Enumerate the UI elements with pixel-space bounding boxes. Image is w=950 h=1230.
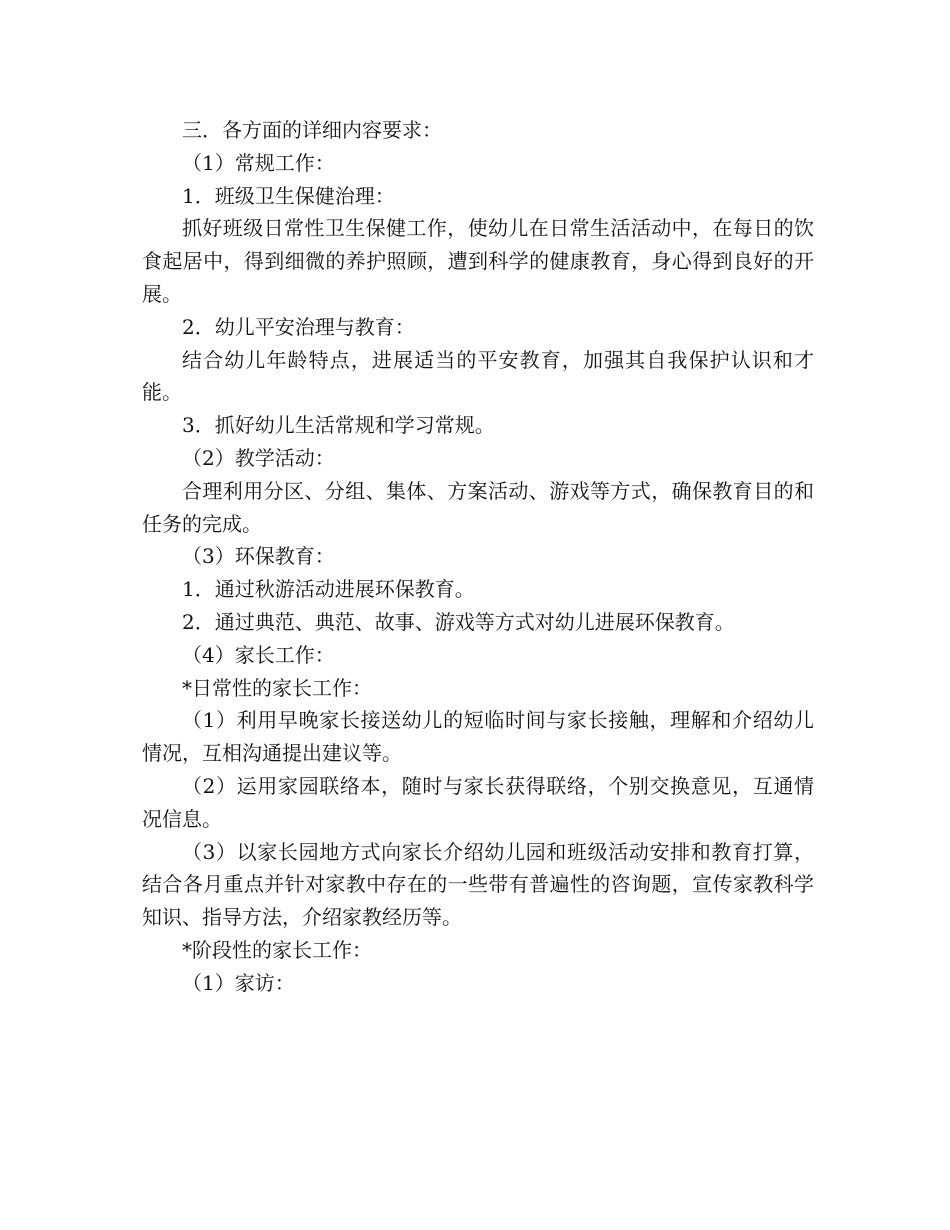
subsection-heading: （2）教学活动：: [182, 445, 335, 470]
body-paragraph: （3）以家长园地方式向家长介绍幼儿园和班级活动安排和教育打算，结合各月重点并针对家教中存在的一些带有普遍性的咨询题，宣传家教科学知识、指导方法，介绍家教经历等。: [142, 839, 814, 930]
body-paragraph: 结合幼儿年龄特点，进展适当的平安教育，加强其自我保护认识和才能。: [142, 347, 814, 405]
bullet-heading: *阶段性的家长工作：: [182, 937, 372, 962]
subsection-heading: （4）家长工作：: [182, 642, 335, 667]
subsection-heading: （3）环保教育：: [182, 544, 335, 569]
list-item: （1）家访：: [182, 970, 295, 995]
document-page: [142, 114, 814, 1000]
bullet-heading: *日常性的家长工作：: [182, 675, 372, 700]
body-paragraph: （2）运用家园联络本，随时与家长获得联络，个别交换意见，互通情况信息。: [142, 773, 814, 831]
list-item: 2．通过典范、典范、故事、游戏等方式对幼儿进展环保教育。: [182, 609, 735, 634]
list-item: 1．通过秋游活动进展环保教育。: [182, 577, 475, 602]
item-heading: 1．班级卫生保健治理：: [182, 183, 395, 208]
subsection-heading: （1）常规工作：: [182, 150, 335, 175]
body-paragraph: （1）利用早晚家长接送幼儿的短临时间与家长接触，理解和介绍幼儿情况，互相沟通提出建议等。: [142, 708, 814, 766]
section-heading: 三．各方面的详细内容要求：: [182, 118, 442, 142]
item-heading: 2．幼儿平安治理与教育：: [182, 314, 415, 339]
item-heading: 3．抓好幼儿生活常规和学习常规。: [182, 413, 495, 438]
body-paragraph: 抓好班级日常性卫生保健工作，使幼儿在日常生活活动中，在每日的饮食起居中，得到细微的养护照顾，遭到科学的健康教育，身心得到良好的开展。: [142, 216, 814, 306]
body-paragraph: 合理利用分区、分组、集体、方案活动、游戏等方式，确保教育目的和任务的完成。: [142, 478, 814, 536]
